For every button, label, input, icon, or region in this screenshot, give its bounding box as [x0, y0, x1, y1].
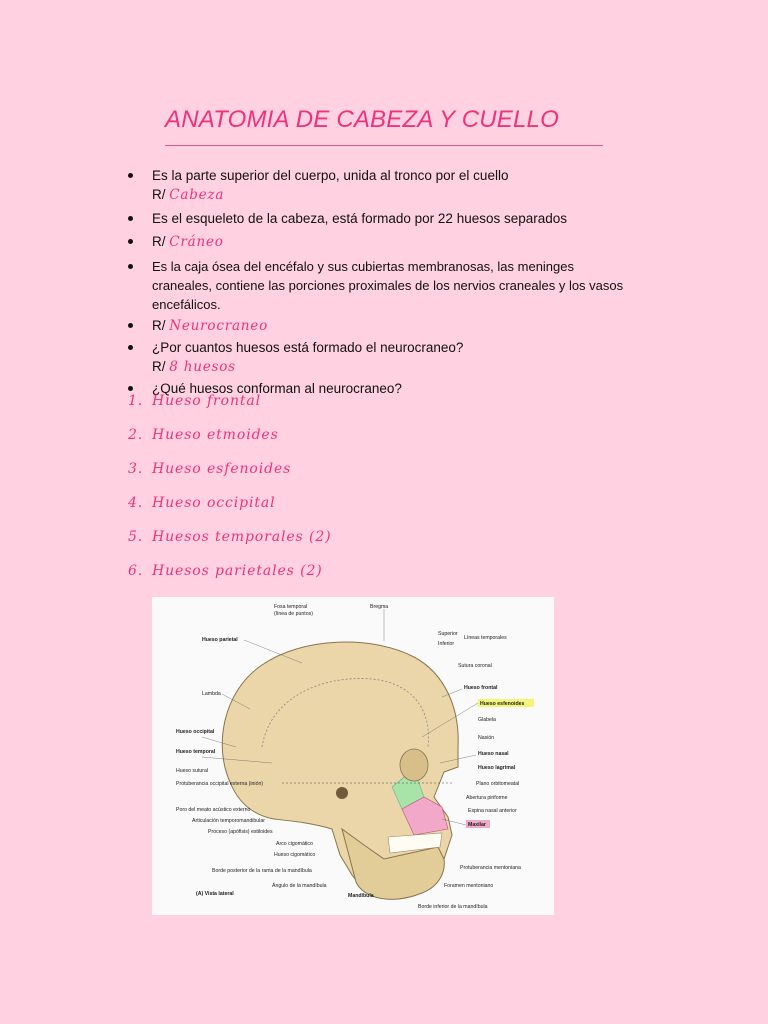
list-number: 1.	[128, 393, 144, 409]
bone-name: Hueso esfenoides	[152, 461, 292, 477]
bullet-icon	[128, 173, 133, 178]
bullet-icon	[128, 216, 133, 221]
figure-label: Hueso sutural	[176, 768, 209, 774]
orbit-shape	[400, 749, 428, 781]
list-number: 2.	[128, 427, 144, 443]
figure-label: Nasión	[478, 735, 495, 741]
figure-label: Sutura coronal	[458, 663, 492, 669]
question-text: Es el esqueleto de la cabeza, está formado por 22 huesos separados	[152, 211, 568, 226]
question-text: Es la caja ósea del encéfalo y sus cubiertas membranosas, las meninges craneales, contiene las porciones proximales de los nervios craneales y los vasos encefálicos.	[152, 259, 624, 312]
figure-label: Hueso parietal	[202, 637, 238, 643]
figure-label: Lambda	[202, 691, 221, 697]
figure-label: Mandíbula	[348, 893, 374, 899]
figure-label: Plano orbitomeatal	[476, 781, 520, 787]
question-list	[128, 166, 628, 398]
answer-prefix: R/	[152, 187, 170, 202]
list-number: 3.	[128, 461, 144, 477]
bullet-icon	[128, 264, 133, 269]
list-item	[128, 563, 332, 597]
figure-label: Hueso nasal	[478, 751, 509, 757]
figure-label: Protuberancia occipital externa (inión)	[176, 781, 264, 787]
figure-label: Bregma	[370, 604, 389, 610]
bullet-icon	[128, 345, 133, 350]
bone-name: Hueso frontal	[152, 393, 262, 409]
figure-label: Proceso (apófisis) estiloides	[208, 829, 273, 835]
list-item	[128, 427, 332, 461]
question-text: ¿Por cuantos huesos está formado el neurocraneo?	[152, 340, 464, 355]
bullet-icon	[128, 386, 133, 391]
figure-label: Ángulo de la mandíbula	[272, 883, 327, 889]
skull-figure	[152, 597, 554, 915]
figure-label: Foramen mentoniano	[444, 883, 494, 889]
answer-text: Cabeza	[169, 187, 225, 203]
figure-label: Poro del meato acústico externo	[176, 807, 251, 813]
list-item	[128, 495, 332, 529]
figure-label: Superior	[438, 631, 458, 637]
list-number: 4.	[128, 495, 144, 511]
bone-name: Huesos parietales (2)	[152, 563, 323, 579]
list-number: 6.	[128, 563, 144, 579]
bone-name: Hueso etmoides	[152, 427, 279, 443]
list-item	[128, 338, 628, 377]
answer-prefix: R/	[152, 318, 170, 333]
figure-label: Borde posterior de la rama de la mandíbula	[212, 868, 312, 874]
bone-list	[128, 393, 332, 597]
bullet-icon	[128, 239, 133, 244]
answer-prefix: R/	[152, 234, 170, 249]
answer-text: Cráneo	[169, 234, 224, 250]
page-title: ANATOMIA DE CABEZA Y CUELLO	[165, 106, 559, 133]
skull-diagram	[152, 597, 554, 915]
list-item	[128, 316, 628, 336]
figure-label: Hueso esfenoides	[480, 701, 525, 707]
bullet-icon	[128, 323, 133, 328]
ear-canal	[336, 787, 348, 799]
figure-label: Espina nasal anterior	[468, 808, 517, 814]
figure-label: Maxilar	[468, 822, 486, 828]
list-item	[128, 232, 628, 252]
figure-label: (A) Vista lateral	[196, 891, 234, 897]
figure-label: Hueso cigomático	[274, 852, 316, 858]
bone-name: Huesos temporales (2)	[152, 529, 332, 545]
answer-prefix: R/	[152, 359, 170, 374]
figure-label: Hueso frontal	[464, 685, 498, 691]
list-item	[128, 257, 628, 314]
bone-name: Hueso occipital	[152, 495, 276, 511]
figure-label: Borde inferior de la mandíbula	[418, 904, 488, 910]
list-number: 5.	[128, 529, 144, 545]
figure-label: Líneas temporales	[464, 635, 507, 641]
answer-text: 8 huesos	[169, 359, 236, 375]
question-text: ¿Qué huesos conforman al neurocraneo?	[152, 381, 402, 396]
figure-label: Glabela	[478, 717, 496, 723]
answer-text: Neurocraneo	[169, 318, 269, 334]
title-underline	[165, 145, 603, 146]
figure-label: Hueso lagrimal	[478, 765, 516, 771]
figure-label: Abertura piriforme	[466, 795, 508, 801]
figure-label: Arco cigomático	[276, 841, 313, 847]
list-item	[128, 209, 628, 228]
list-item	[128, 166, 628, 205]
question-text: Es la parte superior del cuerpo, unida al tronco por el cuello	[152, 168, 509, 183]
list-item	[128, 529, 332, 563]
figure-label: Articulación temporomandibular	[192, 818, 265, 824]
figure-label: Protuberancia mentoniana	[460, 865, 521, 871]
list-item	[128, 461, 332, 495]
figure-label: Hueso occipital	[176, 729, 215, 735]
list-item	[128, 393, 332, 427]
figure-label: Hueso temporal	[176, 749, 216, 755]
figure-label: (línea de puntos)	[274, 611, 313, 617]
figure-label: Fosa temporal	[274, 604, 308, 610]
figure-label: Inferior	[438, 641, 455, 647]
